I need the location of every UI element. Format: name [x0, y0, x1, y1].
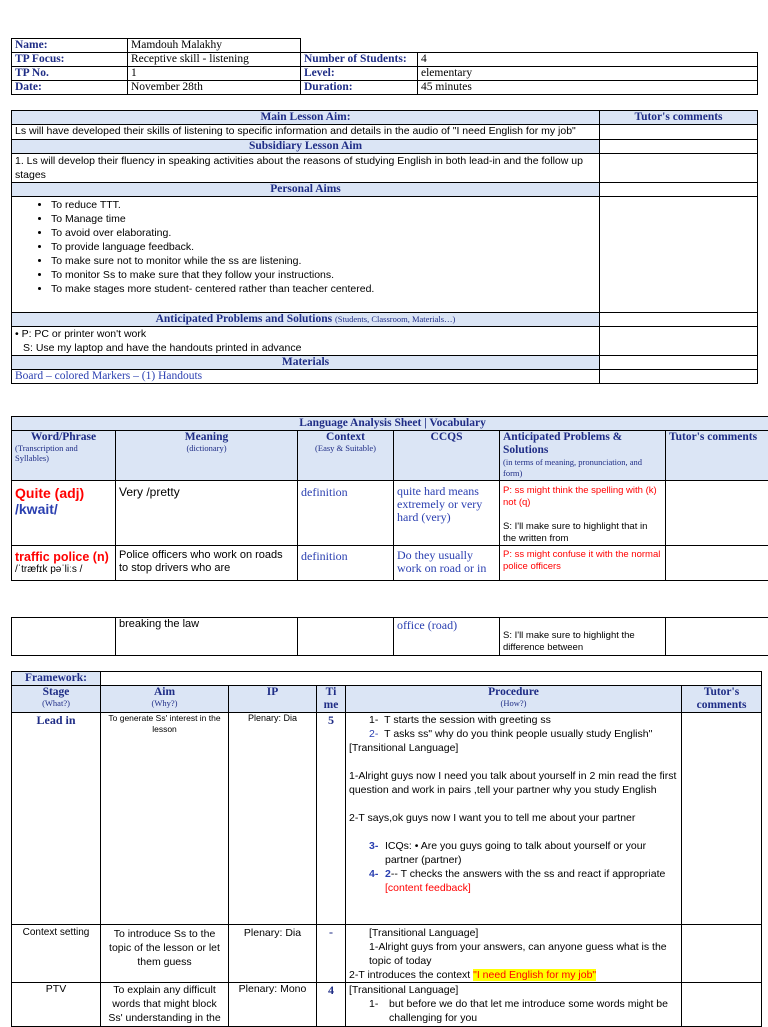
tpno-value: 1 — [128, 67, 301, 81]
aims-table — [11, 110, 758, 384]
procedure-ptv — [346, 983, 682, 1027]
personal-aim-item: • To avoid over elaborating. — [51, 226, 596, 240]
personal-aims-heading: Personal Aims — [12, 183, 600, 197]
vocab-meaning: Police officers who work on roads to stop drivers who are — [116, 546, 298, 581]
col-meaning-sub: (dictionary) — [119, 443, 294, 453]
col-problems — [500, 431, 666, 481]
vocab-ccqs-cont: office (road) — [394, 618, 500, 656]
col-stage — [12, 686, 101, 713]
procedure-context — [346, 925, 682, 983]
tutor-comments-heading: Tutor's comments — [600, 111, 758, 125]
col-word — [12, 431, 116, 481]
main-aim-heading: Main Lesson Aim: — [12, 111, 600, 125]
transitional-language: [Transitional Language] — [349, 741, 678, 755]
date-label: Date: — [12, 81, 128, 95]
transitional-language: [Transitional Language] — [349, 926, 678, 940]
vocab-ccqs: quite hard means extremely or very hard (very) — [394, 481, 500, 546]
framework-label: Framework: — [12, 672, 101, 686]
aim-context: To introduce Ss to the topic of the lesson or let them guess — [101, 925, 229, 983]
procedure-step: 1- but before we do that let me introduce some words might be challenging for you — [349, 997, 678, 1025]
col-tutor-comments: Tutor's comments — [682, 686, 762, 713]
personal-aims-list-cell — [12, 197, 600, 313]
transitional-language: [Transitional Language] — [349, 983, 678, 997]
check-line: 4- 2-- T checks the answers with the ss and react if appropriate [content feedback] — [349, 867, 678, 895]
framework-table — [11, 671, 762, 1027]
personal-aim-item: • To monitor Ss to make sure that they follow your instructions. — [51, 268, 596, 282]
vocab-meaning-cont: breaking the law — [116, 618, 298, 656]
stage-ptv: PTV — [12, 983, 101, 1027]
lesson-info-table — [11, 38, 758, 95]
aim-leadin: To generate Ss' interest in the lesson — [101, 713, 229, 925]
ip-leadin: Plenary: Dia — [229, 713, 317, 925]
procedure-step-text: T asks ss" why do you think people usually study English" — [384, 728, 652, 740]
col-stage-title: Stage — [15, 686, 97, 698]
context-highlight: "I need English for my job" — [473, 969, 596, 981]
procedure-text: 2-T introduces the context "I need English for my job" — [349, 968, 678, 982]
content-feedback: [content feedback] — [385, 882, 471, 894]
procedure-text: 2-T says,ok guys now I want you to tell me about your partner — [349, 811, 678, 825]
vocab-word: Quite (adj) — [15, 485, 112, 501]
level-label: Level: — [301, 67, 418, 81]
col-procedure — [346, 686, 682, 713]
problems-heading — [12, 313, 600, 327]
col-stage-sub: (What?) — [15, 698, 97, 708]
duration-value: 45 minutes — [418, 81, 758, 95]
col-aim-title: Aim — [104, 686, 225, 698]
procedure-text: 1-Alright guys now I need you talk about yourself in 2 min read the first question and work in pairs ,tell your partner why you study English — [349, 769, 678, 797]
col-word-sub: (Transcription and Syllables) — [15, 443, 112, 463]
col-meaning-title: Meaning — [119, 431, 294, 443]
personal-aim-item: • To provide language feedback. — [51, 240, 596, 254]
vocab-solution-cont: S: I'll make sure to highlight the difference between — [500, 618, 666, 656]
personal-aim-item: • To Manage time — [51, 212, 596, 226]
name-value: Mamdouh Malakhy — [128, 39, 301, 53]
focus-label: TP Focus: — [12, 53, 128, 67]
col-aim-sub: (Why?) — [104, 698, 225, 708]
name-label: Name: — [12, 39, 128, 53]
duration-label: Duration: — [301, 81, 418, 95]
procedure-text: 1-Alright guys from your answers, can anyone guess what is the topic of today — [349, 940, 678, 968]
vocab-word-cell — [12, 481, 116, 546]
col-ccqs: CCQS — [394, 431, 500, 481]
focus-value: Receptive skill - listening — [128, 53, 301, 67]
vocab-table-continued — [11, 617, 768, 656]
col-context — [298, 431, 394, 481]
aim-ptv: To explain any difficult words that might block Ss' understanding in the — [101, 983, 229, 1027]
icq-text: ICQs: • Are you guys going to talk about yourself or your partner (partner) — [385, 839, 678, 867]
col-tutor: Tutor's comments — [666, 431, 768, 481]
personal-aim-item: • To make sure not to monitor while the ss are listening. — [51, 254, 596, 268]
procedure-step: 2- T asks ss" why do you think people usually study English" — [349, 727, 678, 741]
time-leadin: 5 — [317, 713, 346, 925]
col-meaning — [116, 431, 298, 481]
ip-ptv: Plenary: Mono — [229, 983, 317, 1027]
time-context: - — [317, 925, 346, 983]
students-value: 4 — [418, 53, 758, 67]
level-value: elementary — [418, 67, 758, 81]
procedure-step: 1- T starts the session with greeting ss — [349, 713, 678, 727]
problems-cell — [12, 327, 600, 356]
subsidiary-aim-heading: Subsidiary Lesson Aim — [12, 140, 600, 154]
col-problems-title: Anticipated Problems & Solutions — [503, 431, 662, 457]
vocab-context: definition — [298, 481, 394, 546]
icq-line: 3- ICQs: • Are you guys going to talk about yourself or your partner (partner) — [349, 839, 678, 867]
solution-line: S: Use my laptop and have the handouts printed in advance — [15, 341, 596, 355]
procedure-step-text: T starts the session with greeting ss — [384, 714, 551, 726]
vocab-word-cell — [12, 546, 116, 581]
col-context-sub: (Easy & Suitable) — [301, 443, 390, 453]
vocab-pron: /kwait/ — [15, 501, 112, 517]
vocab-problem: P: ss might think the spelling with (k) not (q) — [503, 485, 662, 509]
col-problems-sub: (in terms of meaning, pronunciation, and form) — [503, 457, 662, 479]
stage-context: Context setting — [12, 925, 101, 983]
col-word-title: Word/Phrase — [15, 431, 112, 443]
col-aim — [101, 686, 229, 713]
col-procedure-title: Procedure — [349, 686, 678, 698]
time-ptv: 4 — [317, 983, 346, 1027]
date-value: November 28th — [128, 81, 301, 95]
vocab-table — [11, 416, 768, 581]
students-label: Number of Students: — [301, 53, 418, 67]
tpno-label: TP No. — [12, 67, 128, 81]
personal-aim-item: • To make stages more student- centered rather than teacher centered. — [51, 282, 596, 296]
problem-line: • P: PC or printer won't work — [15, 327, 596, 341]
stage-leadin: Lead in — [12, 713, 101, 925]
personal-aims-list — [15, 198, 596, 296]
procedure-leadin — [346, 713, 682, 925]
vocab-title: Language Analysis Sheet | Vocabulary — [12, 417, 768, 431]
problems-heading-sub: (Students, Classroom, Materials…) — [335, 314, 455, 324]
check-text: 2-- T checks the answers with the ss and react if appropriate [content feedback] — [385, 867, 665, 895]
vocab-meaning: Very /pretty — [116, 481, 298, 546]
ip-context: Plenary: Dia — [229, 925, 317, 983]
col-time: Ti me — [317, 686, 346, 713]
vocab-problem-cell — [500, 481, 666, 546]
procedure-step-text: but before we do that let me introduce some words might be challenging for you — [389, 997, 678, 1025]
main-aim-text: Ls will have developed their skills of listening to specific information and details in the audio of "I need English for my job" — [12, 125, 600, 140]
materials-text: Board – colored Markers – (1) Handouts — [12, 370, 600, 384]
vocab-solution: S: I'll make sure to highlight that in the written from — [503, 521, 662, 545]
col-procedure-sub: (How?) — [349, 698, 678, 708]
vocab-pron: /ˈtræfɪk pəˈliːs / — [15, 564, 112, 575]
vocab-ccqs: Do they usually work on road or in — [394, 546, 500, 581]
problems-heading-text: Anticipated Problems and Solutions — [156, 313, 332, 325]
subsidiary-aim-text: 1. Ls will develop their fluency in speaking activities about the reasons of studying English in both lead-in and the follow up stages — [12, 154, 600, 183]
col-context-title: Context — [301, 431, 390, 443]
personal-aim-item: • To reduce TTT. — [51, 198, 596, 212]
materials-heading: Materials — [12, 356, 600, 370]
vocab-problem: P: ss might confuse it with the normal police officers — [500, 546, 666, 581]
vocab-word: traffic police (n) — [15, 550, 112, 564]
col-ip: IP — [229, 686, 317, 713]
vocab-context: definition — [298, 546, 394, 581]
